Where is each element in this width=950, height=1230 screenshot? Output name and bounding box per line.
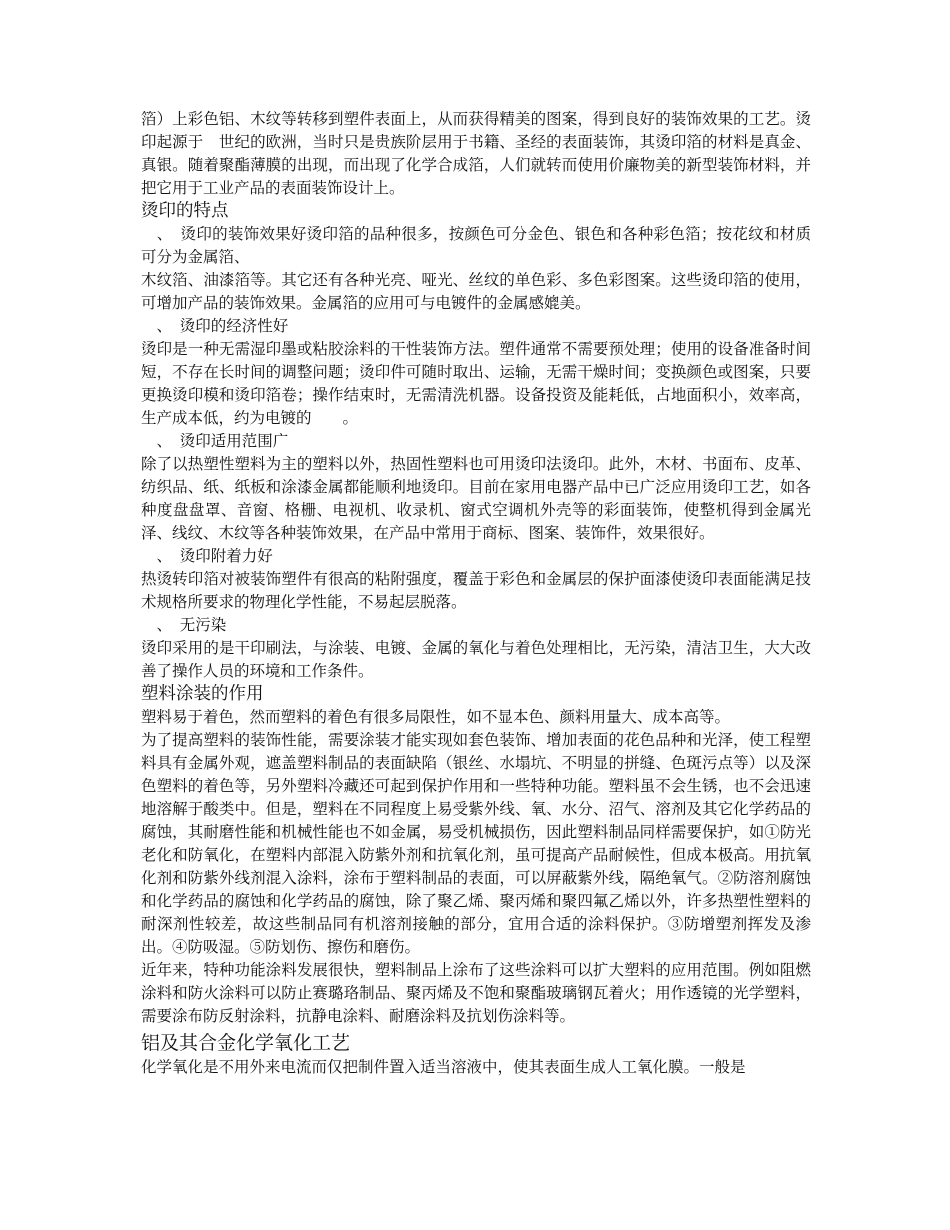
paragraph-coating-1: 塑料易于着色，然而塑料的着色有很多局限性，如不显本色、颜料用量大、成本高等。: [141, 708, 731, 726]
paragraph-oxidation: 化学氧化是不用外来电流而仅把制件置入适当溶液中，使其表面生成人工氧化膜。一般是: [141, 1058, 746, 1076]
subheading-adhesion: 、 烫印附着力好: [141, 547, 273, 565]
heading-plastic-coating: 塑料涂装的作用: [141, 684, 264, 704]
paragraph-economy: 烫印是一种无需湿印墨或粘胶涂料的干性装饰方法。塑件通常不需要预处理；使用的设备准备时间短，不存在长时间的调整问题；烫印件可随时取出、运输，无需干燥时间；变换颜色或图案，只要更换烫印模和烫印箔卷；操作结束时，无需清洗机器。设备投资及能耗低，占地面积小，效率高，生产成本低，约为电镀的 。: [141, 340, 811, 427]
paragraph-adhesion: 热烫转印箔对被装饰塑件有很高的粘附强度，覆盖于彩色和金属层的保护面漆使烫印表面能满足技术规格所要求的物理化学性能，不易起层脱落。: [141, 570, 811, 611]
paragraph-no-pollution: 烫印采用的是干印刷法，与涂装、电镀、金属的氧化与着色处理相比，无污染，清洁卫生，大大改善了操作人员的环境和工作条件。: [141, 639, 811, 680]
paragraph-feature-1-cont: 木纹箔、油漆箔等。其它还有各种光亮、哑光、丝纹的单色彩、多色彩图案。这些烫印箔的使用，可增加产品的装饰效果。金属箔的应用可与电镀件的金属感媲美。: [141, 271, 811, 312]
paragraph-scope: 除了以热塑性塑料为主的塑料以外，热固性塑料也可用烫印法烫印。此外，木材、书面布、皮革、纺织品、纸、纸板和涂漆金属都能顺利地烫印。目前在家用电器产品中已广泛应用烫印工艺，如各种度盘盘罩、音窗、格栅、电视机、收录机、窗式空调机外壳等的彩面装饰，使整机得到金属光泽、线纹、木纹等各种装饰效果，在产品中常用于商标、图案、装饰件，效果很好。: [141, 455, 811, 542]
paragraph-hot-stamping-intro: 箔）上彩色铝、木纹等转移到塑件表面上，从而获得精美的图案，得到良好的装饰效果的工艺。烫印起源于 世纪的欧洲，当时只是贵族阶层用于书籍、圣经的表面装饰，其烫印箔的材料是真金、真银。随着聚酯薄膜的出现，而出现了化学合成箔，人们就转而使用价廉物美的新型装饰材料，并把它用于工业产品的表面装饰设计上。: [141, 110, 811, 197]
heading-aluminum-oxidation: 铝及其合金化学氧化工艺: [141, 1032, 351, 1054]
document-body: [141, 108, 811, 1079]
heading-hot-stamping-features: 烫印的特点: [141, 201, 229, 221]
paragraph-coating-2: 为了提高塑料的装饰性能，需要涂装才能实现如套色装饰、增加表面的花色品种和光泽，使工程塑料具有金属外观，遮盖塑料制品的表面缺陷（银丝、水塌坑、不明显的拼缝、色斑污点等）以及深色塑料的着色等，另外塑料冷藏还可起到保护作用和一些特种功能。塑料虽不会生锈，也不会迅速地溶解于酸类中。但是，塑料在不同程度上易受紫外线、氧、水分、沼气、溶剂及其它化学药品的腐蚀，其耐磨性能和机械性能也不如金属，易受机械损伤，因此塑料制品同样需要保护，如①防光老化和防氧化，在塑料内部混入防紫外剂和抗氧化剂，虽可提高产品耐候性，但成本极高。用抗氧化剂和防紫外线剂混入涂料，涂布于塑料制品的表面，可以屏蔽紫外线，隔绝氧气。②防溶剂腐蚀和化学药品的腐蚀和化学药品的腐蚀，除了聚乙烯、聚丙烯和聚四氟乙烯以外，许多热塑性塑料的耐深剂性较差，故这些制品同有机溶剂接触的部分，宜用合适的涂料保护。③防增塑剂挥发及渗出。④防吸湿。⑤防划伤、擦伤和磨伤。: [141, 731, 811, 956]
paragraph-feature-1: 、 烫印的装饰效果好烫印箔的品种很多，按颜色可分金色、银色和各种彩色箔；按花纹和材质可分为金属箔、: [141, 225, 811, 266]
paragraph-coating-3: 近年来，特种功能涂料发展很快，塑料制品上涂布了这些涂料可以扩大塑料的应用范围。例如阻燃涂料和防火涂料可以防止赛璐珞制品、聚丙烯及不饱和聚酯玻璃钢瓦着火；用作透镜的光学塑料，需要涂布防反射涂料，抗静电涂料、耐磨涂料及抗划伤涂料等。: [141, 961, 811, 1025]
subheading-no-pollution: 、 无污染: [141, 616, 227, 634]
subheading-scope: 、 烫印适用范围广: [141, 432, 289, 450]
subheading-economy: 、 烫印的经济性好: [141, 317, 289, 335]
